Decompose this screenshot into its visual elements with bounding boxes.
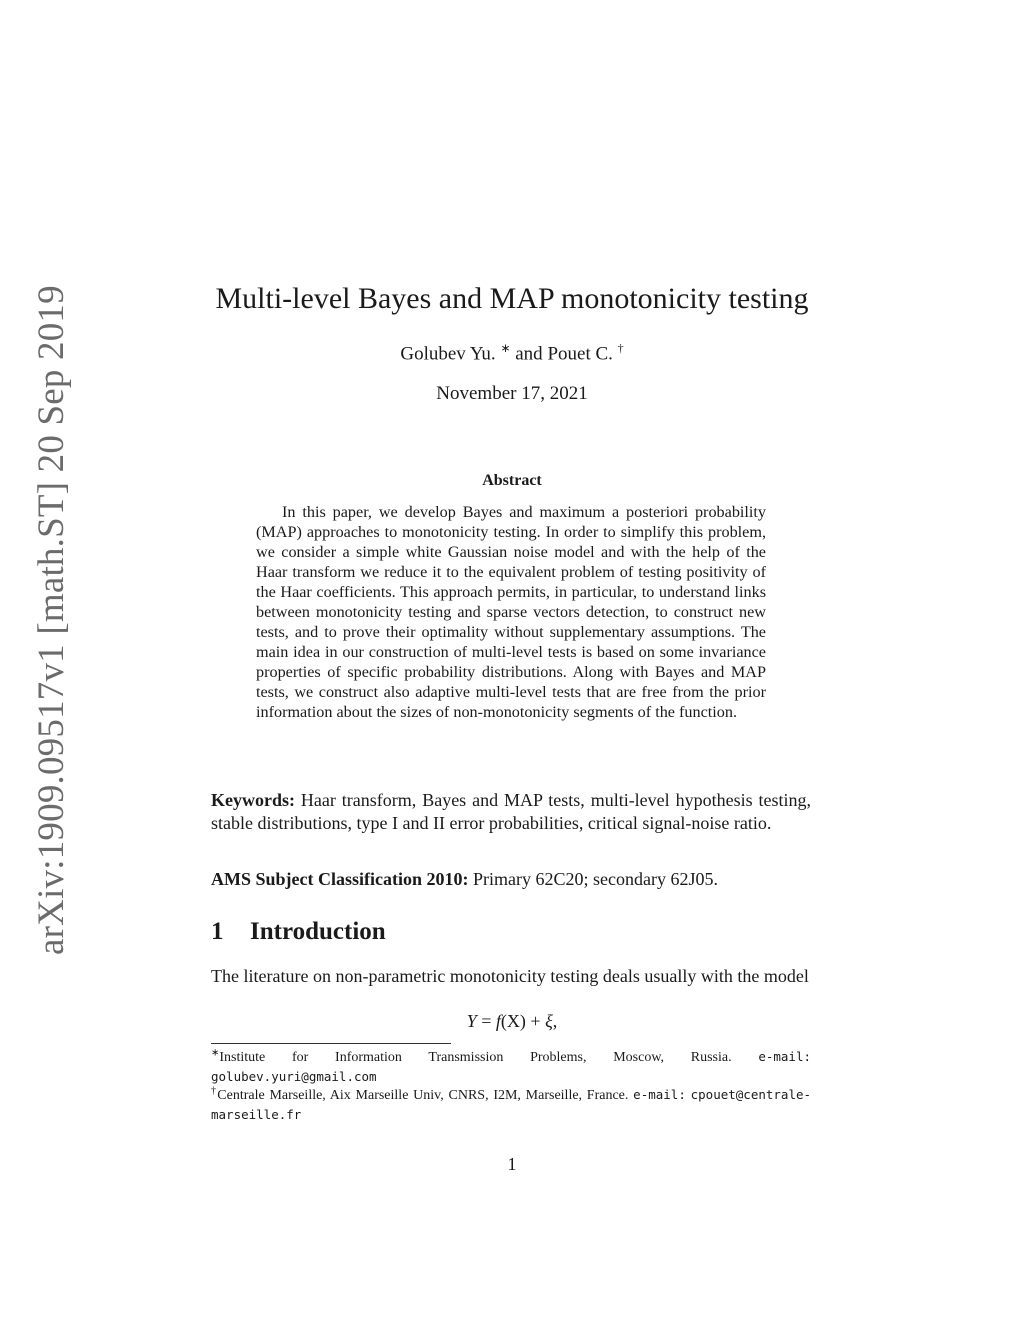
keywords-label: Keywords: <box>211 790 295 810</box>
model-equation <box>0 1011 1024 1032</box>
footnote-2 <box>211 1085 811 1125</box>
intro-paragraph: The literature on non-parametric monotonicity testing deals usually with the model <box>211 966 809 986</box>
footnote-2-email-label: e-mail: <box>633 1087 686 1102</box>
abstract-text: In this paper, we develop Bayes and maximum a posteriori probability (MAP) approaches to monotonicity testing. In order to simplify this problem, we consider a simple white Gaussian noise model and with the help of the Haar transform we reduce it to the equivalent problem of testing positivity of the Haar coefficients. This approach permits, in particular, to understand links between monotonicity testing and sparse vectors detection, to construct new tests, and to prove their optimality without supplementary assumptions. The main idea in our construction of multi-level tests is based on some invariance properties of specific probability distributions. Along with Bayes and MAP tests, we construct also adaptive multi-level tests that are free from the prior information about the sizes of non-monotonicity segments of the function. <box>256 503 766 721</box>
footnote-1-mark: ∗ <box>211 1047 220 1059</box>
paper-title: Multi-level Bayes and MAP monotonicity testing <box>215 282 809 315</box>
keywords-text: Haar transform, Bayes and MAP tests, multi-level hypothesis testing, stable distributions, type I and II error probabilities, critical signal-noise ratio. <box>211 790 811 833</box>
footnote-1 <box>211 1047 811 1087</box>
footnote-mark-2: † <box>617 341 624 355</box>
author-golubev: Golubev Yu. <box>400 343 496 365</box>
ams-label: AMS Subject Classification 2010: <box>211 869 469 889</box>
author-pouet: Pouet C. <box>547 343 613 365</box>
footnote-2-text: Centrale Marseille, Aix Marseille Univ, CNRS, I2M, Marseille, France. <box>217 1088 629 1103</box>
equation-end: , <box>552 1011 558 1031</box>
equation-function: f <box>495 1011 501 1031</box>
footnote-2-mark: † <box>211 1085 218 1097</box>
keywords-paragraph <box>211 789 811 835</box>
page-number: 1 <box>507 1154 517 1174</box>
section-number: 1 <box>211 918 224 945</box>
footnote-2-email[interactable]: cpouet@centrale-marseille.fr <box>211 1087 812 1122</box>
paper-date: November 17, 2021 <box>436 383 588 404</box>
section-title: Introduction <box>250 918 386 945</box>
ams-text: Primary 62C20; secondary 62J05. <box>473 869 718 889</box>
author-conjunction: and <box>515 343 543 365</box>
abstract-heading: Abstract <box>482 472 542 489</box>
equation-noise: ξ <box>545 1011 553 1031</box>
arxiv-identifier-stamp <box>26 285 72 955</box>
footnote-1-text: Institute for Information Transmission Problems, Moscow, Russia. <box>219 1050 732 1065</box>
equation-lhs: Y <box>466 1011 477 1031</box>
author-line <box>0 341 1024 365</box>
equation-equals: = <box>481 1011 492 1031</box>
arxiv-identifier: arXiv:1909.09517v1 [math.ST] 20 Sep 2019 <box>31 285 72 955</box>
footnote-mark-1: ∗ <box>500 341 511 355</box>
footnote-divider <box>211 1043 451 1044</box>
equation-plus: + <box>530 1011 541 1031</box>
section-heading-introduction <box>211 918 386 946</box>
footnote-1-email[interactable]: golubev.yuri@gmail.com <box>211 1069 377 1084</box>
equation-argument: (X) <box>500 1011 526 1031</box>
footnote-1-email-label: e-mail: <box>758 1049 812 1064</box>
ams-classification <box>211 868 821 891</box>
